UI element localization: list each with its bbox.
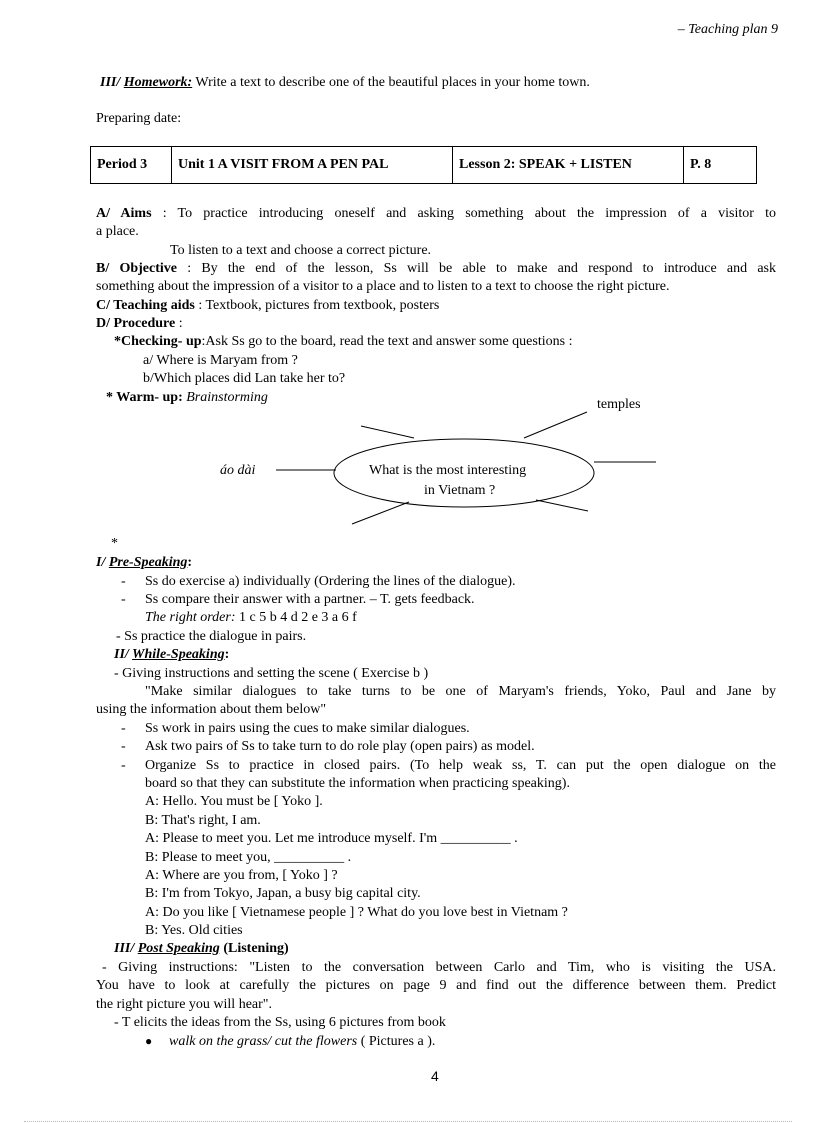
pre-speaking-title: Pre-Speaking <box>108 555 188 570</box>
bullet-dot-icon: ● <box>145 1034 153 1048</box>
dialogue-line-8: B: Yes. Old cities <box>145 923 243 938</box>
dialogue-line-6: B: I'm from Tokyo, Japan, a busy big capital city. <box>145 886 421 901</box>
lesson-cell: Lesson 2: SPEAK + LISTEN <box>453 147 684 184</box>
mindmap-top-right-label: temples <box>597 397 641 412</box>
pre-speaking-practice: - Ss practice the dialogue in pairs. <box>116 629 307 644</box>
dialogue-line-3: A: Please to meet you. Let me introduce myself. I'm __________ . <box>145 831 518 846</box>
while-speaking-title: While-Speaking <box>132 647 225 662</box>
while-speaking-bullet-3-line-1: Organize Ss to practice in closed pairs. (To help weak ss, T. can put the open dialogue on the <box>145 758 776 773</box>
pre-speaking-label: I/ <box>96 555 109 570</box>
while-speaking-bullet-3-line-2: board so that they can substitute the information when practicing speaking). <box>145 776 570 791</box>
checking-text: :Ask Ss go to the board, read the text and answer some questions : <box>201 334 573 349</box>
pre-speaking-bullet-2-text: Ss compare their answer with a partner. – T. gets feedback. <box>145 592 475 607</box>
while-speaking-heading <box>114 647 229 663</box>
mindmap-branch-bottom-right <box>536 500 588 511</box>
checking-label: *Checking- up <box>114 334 202 349</box>
aims-line-3: To listen to a text and choose a correct picture. <box>170 243 432 258</box>
right-order-label: The right order: <box>145 610 236 625</box>
post-speaking-suffix: (Listening) <box>219 941 289 956</box>
dialogue-line-4: B: Please to meet you, __________ . <box>145 850 352 865</box>
procedure-label: D/ Procedure <box>96 316 176 331</box>
warmup-label: * Warm- up: <box>106 390 183 405</box>
pre-speaking-bullet-1: - Ss do exercise a) individually (Ordering the lines of the dialogue). <box>121 574 516 589</box>
aids-text: : Textbook, pictures from textbook, posters <box>194 298 440 313</box>
post-speaking-line-4: - T elicits the ideas from the Ss, using 6 pictures from book <box>114 1015 446 1030</box>
asterisk: * <box>111 536 118 551</box>
homework-title: Homework: <box>123 75 193 90</box>
while-speaking-line-2: "Make similar dialogues to take turns to be one of Maryam's friends, Yoko, Paul and Jane by <box>145 684 776 699</box>
while-speaking-colon: : <box>224 647 230 662</box>
question-1: a/ Where is Maryam from ? <box>143 353 298 368</box>
while-speaking-bullet-2-text: Ask two pairs of Ss to take turn to do role play (open pairs) as model. <box>145 739 535 754</box>
while-speaking-line-3: using the information about them below" <box>96 702 327 717</box>
question-2: b/Which places did Lan take her to? <box>143 371 346 386</box>
while-speaking-label: II/ <box>114 647 133 662</box>
pre-speaking-bullet-2: - Ss compare their answer with a partner. – T. gets feedback. <box>121 592 475 607</box>
preparing-date: Preparing date: <box>96 111 182 126</box>
mindmap-center-line-1: What is the most interesting <box>369 463 527 478</box>
post-speaking-title: Post Speaking <box>137 941 220 956</box>
post-speaking-line-2: You have to look at carefully the pictures on page 9 and find out the difference between them. Predict <box>96 978 776 993</box>
homework-label: III/ <box>100 75 124 90</box>
while-speaking-line-1: - Giving instructions and setting the scene ( Exercise b ) <box>114 666 429 681</box>
while-speaking-bullet-3-marker: - <box>121 758 126 773</box>
dialogue-line-2: B: That's right, I am. <box>145 813 261 828</box>
mindmap-center-line-2: in Vietnam ? <box>424 483 496 498</box>
dialogue-line-7: A: Do you like [ Vietnamese people ] ? What do you love best in Vietnam ? <box>145 905 568 920</box>
mindmap-branch-top-right <box>524 412 587 438</box>
homework-text: Write a text to describe one of the beautiful places in your home town. <box>192 75 590 90</box>
mindmap-branch-bottom-left <box>352 502 409 524</box>
dialogue-line-1: A: Hello. You must be [ Yoko ]. <box>145 794 323 809</box>
page-number: 4 <box>431 1068 439 1084</box>
post-speaking-bullet <box>145 1034 435 1050</box>
post-speaking-label: III/ <box>114 941 138 956</box>
right-order-line <box>145 610 357 626</box>
post-speaking-line-1: - Giving instructions: "Listen to the conversation between Carlo and Tim, who is visiting the USA. <box>102 960 776 975</box>
pre-speaking-heading <box>96 555 192 571</box>
mindmap-left-label: áo dài <box>220 463 256 478</box>
pre-speaking-bullet-1-text: Ss do exercise a) individually (Ordering the lines of the dialogue). <box>145 574 516 589</box>
unit-cell: Unit 1 A VISIT FROM A PEN PAL <box>172 147 453 184</box>
dialogue-line-5: A: Where are you from, [ Yoko ] ? <box>145 868 338 883</box>
while-speaking-bullet-1: - Ss work in pairs using the cues to make similar dialogues. <box>121 721 470 736</box>
page-bottom-rule <box>24 1121 792 1122</box>
aims-text-1: : To practice introducing oneself and asking something about the impression of a visitor to <box>151 206 776 221</box>
right-order-text: 1 c 5 b 4 d 2 e 3 a 6 f <box>235 610 357 625</box>
while-speaking-bullet-2: - Ask two pairs of Ss to take turn to do role play (open pairs) as model. <box>121 739 535 754</box>
post-speaking-line-3: the right picture you will hear". <box>96 997 272 1012</box>
post-speaking-bullet-rest: ( Pictures a ). <box>357 1034 436 1049</box>
mindmap-branch-top-left <box>361 426 414 438</box>
aids-label: C/ Teaching aids <box>96 298 195 313</box>
objective-label: B/ Objective <box>96 261 177 276</box>
pre-speaking-colon: : <box>187 555 193 570</box>
post-speaking-heading <box>114 941 289 957</box>
while-speaking-bullet-1-text: Ss work in pairs using the cues to make similar dialogues. <box>145 721 470 736</box>
page-cell: P. 8 <box>684 147 757 184</box>
page-header: – Teaching plan 9 <box>677 22 778 37</box>
aims-line-2: a place. <box>96 224 139 239</box>
procedure-text: : <box>175 316 183 331</box>
aims-label: A/ Aims <box>96 206 152 221</box>
period-cell: Period 3 <box>91 147 172 184</box>
warmup-text: Brainstorming <box>182 390 268 405</box>
objective-line-2: something about the impression of a visitor to a place and to listen to a text to choose the right picture. <box>96 279 670 294</box>
post-speaking-bullet-italic: walk on the grass/ cut the flowers <box>169 1034 358 1049</box>
objective-text-1: : By the end of the lesson, Ss will be able to make and respond to introduce and ask <box>176 261 776 276</box>
